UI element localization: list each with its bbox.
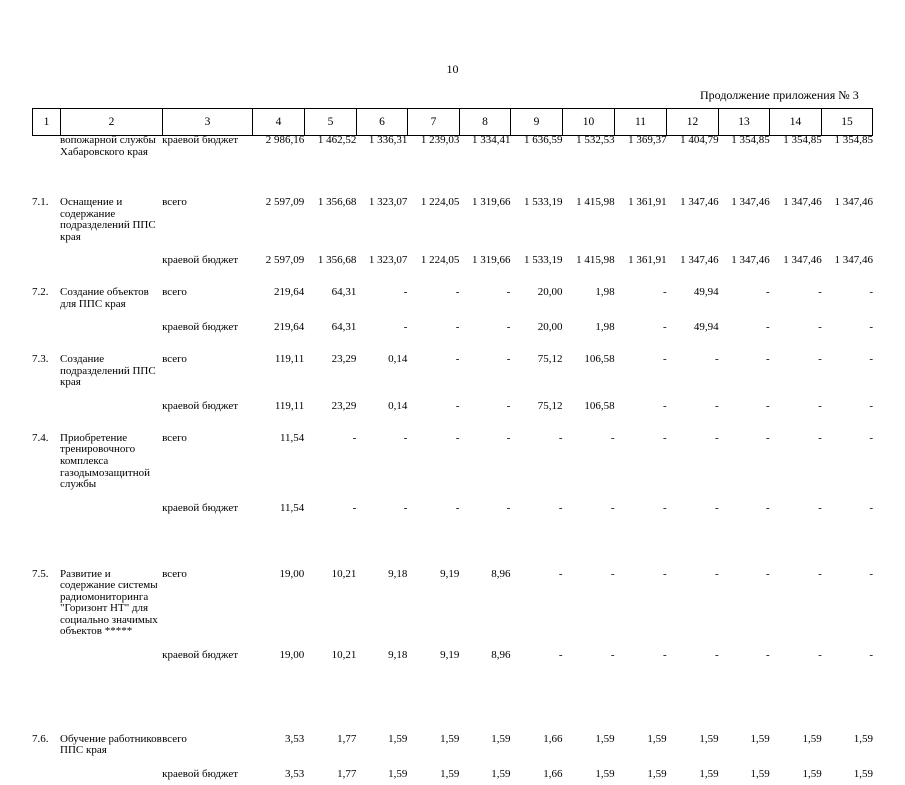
value-cell: 1 404,79	[680, 134, 719, 146]
value-cell: -	[662, 353, 667, 366]
value-cell: 1 415,98	[576, 254, 615, 267]
item-title: Обучение работников ППС края	[60, 732, 162, 757]
value-cell: 1,59	[491, 732, 511, 745]
value-cell: 1 361,91	[628, 196, 667, 208]
value-cell: 1,98	[595, 321, 615, 334]
funding-source: краевой бюджет	[162, 321, 239, 334]
funding-source: краевой бюджет	[162, 648, 239, 661]
value-cell: 1,59	[802, 732, 822, 745]
header-cell: 12	[667, 109, 719, 136]
header-cell: 15	[822, 109, 873, 136]
row-spacer	[32, 757, 873, 769]
value-cell: -	[766, 286, 770, 299]
row-spacer	[32, 271, 873, 287]
value-cell: 1,59	[647, 732, 667, 745]
value-cell: 1 336,31	[368, 134, 408, 146]
value-cell: 20,00	[537, 321, 563, 334]
value-cell: 0,14	[388, 399, 408, 412]
value-cell: 1 239,03	[420, 134, 460, 146]
header-cell: 1	[33, 109, 61, 136]
value-cell: 8,96	[491, 567, 511, 580]
value-cell: 119,11	[274, 399, 305, 412]
spacer-cell	[32, 718, 873, 734]
value-cell: -	[818, 321, 822, 334]
value-cell: 49,94	[693, 321, 719, 334]
value-cell: 1 347,46	[783, 196, 822, 208]
page-number: 10	[446, 62, 459, 76]
value-cell: -	[714, 501, 719, 514]
value-cell: -	[455, 431, 460, 444]
value-cell: -	[558, 431, 563, 444]
header-cell: 6	[357, 109, 408, 136]
value-cell: 1,59	[647, 768, 667, 781]
value-cell: 1 361,91	[628, 254, 667, 267]
value-cell: 1,59	[750, 732, 770, 745]
rows-body	[32, 135, 873, 785]
value-cell: 3,53	[285, 768, 305, 781]
value-cell: -	[506, 353, 511, 366]
value-cell: 2 597,09	[265, 254, 305, 267]
value-cell: -	[714, 648, 719, 661]
row-spacer	[32, 491, 873, 503]
value-cell: 219,64	[274, 321, 305, 334]
header-row	[33, 109, 873, 136]
value-cell: 1 347,46	[834, 254, 873, 267]
value-cell: 1,59	[388, 768, 408, 781]
value-cell: 1 347,46	[680, 196, 719, 208]
value-cell: -	[662, 567, 667, 580]
row-7-6-budget	[32, 769, 873, 785]
value-cell: -	[766, 501, 770, 514]
value-cell: 23,29	[331, 353, 357, 366]
value-cell: 9,19	[440, 567, 460, 580]
value-cell: 1 347,46	[834, 196, 873, 208]
value-cell: 9,18	[388, 567, 408, 580]
row-7-4-total	[32, 433, 873, 491]
value-cell: 10,21	[331, 648, 357, 661]
value-cell: 1,59	[491, 768, 511, 781]
funding-source: краевой бюджет	[162, 134, 239, 146]
value-cell: -	[869, 321, 873, 334]
item-title	[60, 650, 162, 718]
value-cell: 1 636,59	[524, 134, 563, 146]
value-cell: 1 319,66	[471, 254, 511, 267]
value-cell: 1,59	[595, 768, 615, 781]
value-cell: 1 369,37	[628, 134, 667, 146]
item-number: 7.1.	[32, 196, 49, 208]
value-cell: -	[869, 286, 873, 299]
row-7-1-budget	[32, 255, 873, 271]
value-cell: 1,59	[699, 732, 719, 745]
value-cell: -	[558, 501, 563, 514]
value-cell: -	[662, 501, 667, 514]
value-cell: 1,59	[440, 768, 460, 781]
value-cell: 23,29	[331, 399, 357, 412]
value-cell: 1,59	[853, 732, 873, 745]
value-cell: -	[403, 501, 408, 514]
value-cell: -	[610, 431, 615, 444]
value-cell: -	[352, 431, 357, 444]
value-cell: 11,54	[279, 431, 305, 444]
row-spacer	[32, 417, 873, 433]
value-cell: 1 334,41	[471, 134, 511, 146]
value-cell: -	[455, 501, 460, 514]
value-cell: 1 224,05	[420, 254, 460, 267]
row-spacer	[32, 338, 873, 354]
value-cell: 1,66	[543, 768, 563, 781]
value-cell: 1 347,46	[783, 254, 822, 267]
value-cell: 1 347,46	[731, 254, 770, 267]
spacer-cell	[32, 757, 873, 769]
value-cell: -	[558, 567, 563, 580]
value-cell: -	[610, 567, 615, 580]
row-7-5-total	[32, 569, 873, 638]
header-cell: 14	[770, 109, 822, 136]
header-cell: 3	[163, 109, 253, 136]
value-cell: -	[766, 353, 770, 366]
value-cell: -	[662, 399, 667, 412]
value-cell: -	[818, 501, 822, 514]
header-cell: 10	[563, 109, 615, 136]
value-cell: -	[455, 286, 460, 299]
row-spacer	[32, 553, 873, 569]
value-cell: 1,77	[337, 732, 357, 745]
row-7-2-total	[32, 287, 873, 310]
item-number: 7.4.	[32, 431, 49, 444]
value-cell: -	[662, 648, 667, 661]
funding-source: всего	[162, 567, 187, 580]
value-cell: -	[662, 431, 667, 444]
value-cell: -	[714, 399, 719, 412]
value-cell: 1 356,68	[317, 254, 357, 267]
value-cell: 75,12	[537, 399, 563, 412]
value-cell: -	[714, 567, 719, 580]
value-cell: -	[818, 648, 822, 661]
value-cell: -	[818, 431, 822, 444]
value-cell: -	[610, 648, 615, 661]
value-cell: 1 462,52	[317, 134, 357, 146]
value-cell: -	[558, 648, 563, 661]
value-cell: 1 323,07	[368, 196, 408, 208]
row-7-3-total	[32, 354, 873, 389]
spacer-cell	[32, 491, 873, 503]
item-number	[32, 135, 60, 173]
value-cell: -	[455, 399, 460, 412]
value-cell: -	[869, 353, 873, 366]
value-cell: 64,31	[331, 321, 357, 334]
value-cell: 20,00	[537, 286, 563, 299]
item-number	[32, 503, 60, 553]
value-cell: -	[766, 431, 770, 444]
value-cell: 1 533,19	[524, 196, 563, 208]
value-cell: 9,18	[388, 648, 408, 661]
row-7-4-budget	[32, 503, 873, 553]
value-cell: -	[766, 567, 770, 580]
item-number	[32, 255, 60, 271]
item-title	[60, 503, 162, 553]
item-title	[60, 769, 162, 785]
value-cell: -	[869, 431, 873, 444]
value-cell: -	[403, 321, 408, 334]
value-cell: 1,59	[595, 732, 615, 745]
value-cell: 9,19	[440, 648, 460, 661]
spacer-cell	[32, 338, 873, 354]
spacer-cell	[32, 417, 873, 433]
value-cell: -	[610, 501, 615, 514]
item-title: Создание объектов для ППС края	[60, 286, 149, 310]
row-spacer	[32, 389, 873, 401]
value-cell: -	[506, 501, 511, 514]
value-cell: 1,77	[337, 768, 357, 781]
value-cell: 106,58	[584, 353, 615, 366]
value-cell: 11,54	[279, 501, 305, 514]
funding-source: всего	[162, 286, 187, 299]
value-cell: 106,58	[584, 399, 615, 412]
value-cell: -	[818, 353, 822, 366]
value-cell: -	[714, 353, 719, 366]
value-cell: -	[818, 286, 822, 299]
value-cell: -	[766, 321, 770, 334]
item-title	[60, 322, 162, 338]
row-7-5-budget	[32, 650, 873, 718]
value-cell: 3,53	[285, 732, 305, 745]
row-spacer	[32, 310, 873, 322]
value-cell: 49,94	[693, 286, 719, 299]
item-title: Создание подразделений ППС края	[60, 353, 156, 389]
continuation-label: Продолжение приложения № 3	[700, 88, 859, 102]
value-cell: 1,59	[853, 768, 873, 781]
item-title	[60, 255, 162, 271]
value-cell: 1 224,05	[420, 196, 460, 208]
value-cell: 1,66	[543, 732, 563, 745]
value-cell: 1 533,19	[524, 254, 563, 267]
value-cell: 75,12	[537, 353, 563, 366]
value-cell: 1,98	[595, 286, 615, 299]
value-cell: -	[869, 501, 873, 514]
header-cell: 11	[615, 109, 667, 136]
value-cell: 8,96	[491, 648, 511, 661]
value-cell: 0,14	[388, 353, 408, 366]
value-cell: 1 532,53	[576, 134, 615, 146]
value-cell: 1 347,46	[680, 254, 719, 267]
funding-source: всего	[162, 732, 187, 745]
value-cell: 2 986,16	[265, 134, 305, 146]
value-cell: 119,11	[274, 353, 305, 366]
value-cell: 1,59	[388, 732, 408, 745]
value-cell: 1 354,85	[731, 134, 770, 146]
value-cell: 1 323,07	[368, 254, 408, 267]
header-cell: 9	[511, 109, 563, 136]
vopozharnoy-row	[32, 135, 873, 173]
header-cell: 2	[61, 109, 163, 136]
item-number: 7.5.	[32, 567, 49, 580]
funding-source: краевой бюджет	[162, 768, 239, 781]
item-title	[60, 401, 162, 417]
value-cell: -	[869, 648, 873, 661]
item-title: Оснащение и содержание подразделений ППС края	[60, 196, 156, 243]
value-cell: 1 354,85	[783, 134, 822, 146]
funding-source: всего	[162, 431, 187, 444]
row-7-1-total	[32, 197, 873, 243]
funding-source: краевой бюджет	[162, 254, 239, 267]
funding-source: краевой бюджет	[162, 399, 239, 412]
spacer-cell	[32, 271, 873, 287]
value-cell: 1,59	[699, 768, 719, 781]
row-7-3-budget	[32, 401, 873, 417]
row-7-6-total	[32, 734, 873, 757]
item-number: 7.6.	[32, 732, 49, 745]
value-cell: -	[403, 286, 408, 299]
value-cell: 219,64	[274, 286, 305, 299]
value-cell: -	[766, 399, 770, 412]
header-cell: 13	[719, 109, 770, 136]
row-7-2-budget	[32, 322, 873, 338]
value-cell: 1,59	[440, 732, 460, 745]
header-cell: 8	[460, 109, 511, 136]
item-number	[32, 650, 60, 718]
row-spacer	[32, 718, 873, 734]
value-cell: 1 347,46	[731, 196, 770, 208]
value-cell: -	[403, 431, 408, 444]
item-title: Приобретение тренировочного комплекса газодымозащитной службы	[60, 431, 151, 491]
item-number	[32, 322, 60, 338]
item-title: вопожарной службы Хабаровского края	[60, 134, 156, 158]
spacer-cell	[32, 389, 873, 401]
value-cell: 2 597,09	[265, 196, 305, 208]
value-cell: -	[818, 399, 822, 412]
spacer-cell	[32, 553, 873, 569]
value-cell: -	[506, 321, 511, 334]
item-number	[32, 769, 60, 785]
value-cell: -	[662, 321, 667, 334]
value-cell: 1 415,98	[576, 196, 615, 208]
funding-source: краевой бюджет	[162, 501, 239, 514]
value-cell: 19,00	[279, 648, 305, 661]
value-cell: -	[662, 286, 667, 299]
value-cell: -	[506, 399, 511, 412]
value-cell: -	[506, 286, 511, 299]
value-cell: 1,59	[750, 768, 770, 781]
value-cell: 1 319,66	[471, 196, 511, 208]
item-number: 7.3.	[32, 353, 49, 366]
row-spacer	[32, 173, 873, 197]
data-table	[32, 135, 873, 785]
funding-source: всего	[162, 196, 187, 208]
item-number	[32, 401, 60, 417]
item-title: Развитие и содержание системы радиомониторинга "Горизонт НТ" для социально значимых объектов *****	[60, 567, 158, 638]
value-cell: 10,21	[331, 567, 357, 580]
value-cell: 1 354,85	[834, 134, 873, 146]
value-cell: 64,31	[331, 286, 357, 299]
value-cell: 19,00	[279, 567, 305, 580]
header-cell: 4	[253, 109, 305, 136]
header-table	[32, 108, 873, 136]
value-cell: -	[869, 399, 873, 412]
item-number: 7.2.	[32, 286, 49, 299]
value-cell: -	[455, 353, 460, 366]
spacer-cell	[32, 310, 873, 322]
value-cell: -	[506, 431, 511, 444]
value-cell: -	[352, 501, 357, 514]
value-cell: 1,59	[802, 768, 822, 781]
value-cell: -	[766, 648, 770, 661]
header-cell: 5	[305, 109, 357, 136]
funding-source: всего	[162, 353, 187, 366]
value-cell: -	[455, 321, 460, 334]
value-cell: -	[869, 567, 873, 580]
value-cell: -	[714, 431, 719, 444]
spacer-cell	[32, 173, 873, 197]
header-cell: 7	[408, 109, 460, 136]
value-cell: 1 356,68	[317, 196, 357, 208]
value-cell: -	[818, 567, 822, 580]
